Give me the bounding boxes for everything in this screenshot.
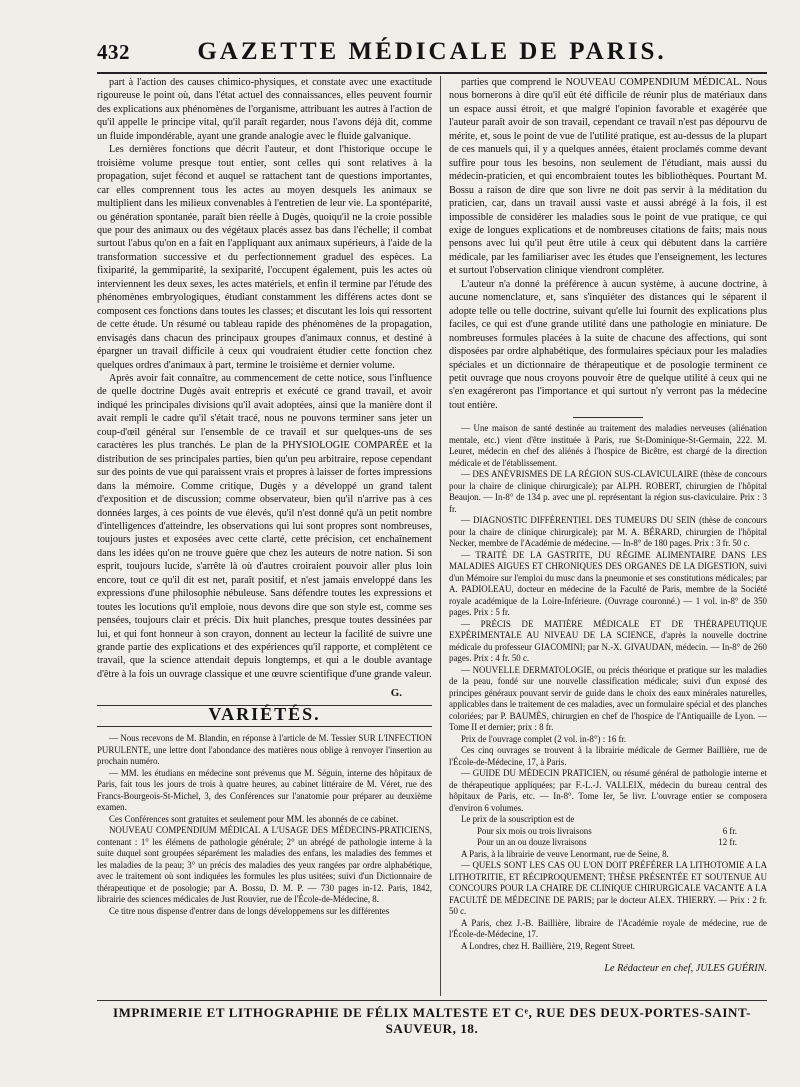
section-header-box bbox=[97, 705, 432, 727]
news-item: — MM. les étudians en médecine sont prévenus que M. Séguin, interne des hôpitaux de Paris, fait tous les jours de trois à quatre heures, au cabinet littéraire de M. Véret, rue des Francs-Bourgeois-St-Michel, 3, des Conférences sur l'anatomie pour préparer au deuxième examen. bbox=[97, 767, 432, 813]
separator-rule bbox=[573, 417, 643, 418]
news-item: NOUVEAU COMPENDIUM MÉDICAL A L'USAGE DES MÉDECINS-PRATICIENS, contenant : 1° les élémens de pathologie générale; 2° un abrégé de pathologie interne à la suite duquel sont groupées séparément les maladies des enfans, les maladies des femmes et les maladies de la peau; 3° un précis des maladies des yeux rangées par ordre alphabétique, avec le traitement où sont indiquées les formules les plus usitées; suivi d'un Dictionnaire de thérapeutique et de posologie; par A. Bossu, D. M. P. — 730 pages in-12. Paris, 1842, librairie des sciences médicales de Just Rouvier, rue de l'École-de-Médecine, 8. bbox=[97, 825, 432, 905]
announcement-item: Ces cinq ouvrages se trouvent à la librairie médicale de Germer Baillière, rue de l'École-de-Médecine, 17, à Paris. bbox=[449, 745, 767, 767]
news-item: Ces Conférences sont gratuites et seulement pour MM. les abonnés de ce cabinet. bbox=[109, 813, 399, 824]
price-label: Pour six mois ou trois livraisons bbox=[477, 825, 592, 836]
announcement-item: — DIAGNOSTIC DIFFÉRENTIEL DES TUMEURS DU SEIN (thèse de concours pour la chaire de clinique chirurgicale); par M. A. BÉRARD, chirurgien de l'hôpital Necker, membre de l'Académie de médecine. — In-8° de 180 pages. Prix : 3 fr. 50 c. bbox=[449, 515, 767, 549]
announcement-item: Le prix de la souscription est de bbox=[461, 814, 575, 825]
news-item: Ce titre nous dispense d'entrer dans de longs développemens sur les différentes bbox=[109, 905, 390, 916]
announcement-item: — GUIDE DU MÉDECIN PRATICIEN, ou résumé général de pathologie interne et de thérapeutique appliquées; par F.-L.-J. VALLEIX, médecin du bureau central des hôpitaux de Paris, etc. — In-8°. Tome Ier, 5e livr. L'ouvrage entier se composera d'environ 6 volumes. bbox=[449, 768, 767, 813]
printer-imprint: IMPRIMERIE ET LITHOGRAPHIE DE FÉLIX MALTESTE ET Cᵉ, RUE DES DEUX-PORTES-SAINT-SAUVEUR, 18. bbox=[112, 1005, 752, 1036]
footer-rule bbox=[97, 1000, 767, 1001]
page-header bbox=[97, 40, 767, 70]
article-signature: G. bbox=[390, 687, 402, 700]
article-paragraph: L'auteur n'a donné la préférence à aucun système, à aucune doctrine, à aucune nomenclature, et, sans s'inquiéter des distances qui le séparent il adopte telle ou telle doctrine, suivant qu'elle lui fournit des explications plus faciles, ce qui est d'une grande utilité dans une pathologie en miniature. De nombreuses formules placées à la suite de chacune des affections, qui sont disposées par ordre alphabétique, des formulaires spéciaux pour les maladies spéciales et un dictionnaire de thérapeutique et de posologie terminent ce petit ouvrage que nous croyons pouvoir être de quelque utilité à ceux qui ne s'en exagéreront pas l'importance et qui surtout n'y verront pas la médecine tout entière. bbox=[449, 278, 767, 411]
article-paragraph: parties que comprend le NOUVEAU COMPENDIUM MÉDICAL. Nous nous bornerons à dire qu'il eût été difficile de réunir plus de matériaux dans un espace aussi étroit, et que malgré l'opinion favorable et exagérée que l'auteur paraît avoir de son travail, cependant ce travail n'est pas dépourvu de mérite, et, sous le point de vue de l'utilité pratique, est au-dessus de la plupart de ces manuels qui, il y a quelques années, étaient proclamés comme devant suffire pour tous les besoins, non seulement de l'étudiant, mais aussi du médecin-praticien, et qui encombraient toutes les bibliothèques. Pourtant M. Bossu a raison de dire que son livre ne doit pas servir à la méditation du praticien, car, dans un travail aussi vaste et aussi abrégé à la fois, il est impossible de considérer les maladies sous le point de vue pratique, ce qui exige de longues explications et de nombreuses citations de faits; mais nous pensons avec lui qu'il peut être utile à ceux qui débutent dans la carrière médicale, par les familiariser avec les études que l'enseignement, les lectures et surtout l'observation clinique viendront compléter. bbox=[449, 77, 767, 277]
announcement-item: — PRÉCIS DE MATIÈRE MÉDICALE ET DE THÉRAPEUTIQUE EXPÉRIMENTALE AU NIVEAU DE LA SCIENCE, d'après la nouvelle doctrine médicale du professeur GIACOMINI; par N.-X. GIVAUDAN, médecin. — In-8° de 260 pages. Prix : 4 fr. 50 c. bbox=[449, 618, 767, 664]
price-row bbox=[449, 837, 767, 849]
announcement-item: — DES ANÉVRISMES DE LA RÉGION SUS-CLAVICULAIRE (thèse de concours pour la chaire de clinique chirurgicale); par ALPH. ROBERT, chirurgien de l'hôpital Beaujon. — In-8° de 134 p. avec une pl. représentant la région sus-claviculaire. Prix : 3 fr. bbox=[449, 469, 767, 514]
article-paragraph: part à l'action des causes chimico-physiques, et constate avec une exactitude rigoureuse le point où, dans l'état actuel des connaissances, elles peuvent fournir des explications aux phénomènes de l'organisme, attribuant les autres à l'action de qu'il appelle le principe vital, qu'il paraît regarder, nous l'avons déjà dit, comme un fluide impondérable, ayant une grande analogie avec le fluide galvanique. bbox=[97, 77, 432, 142]
announcement-item: — NOUVELLE DERMATOLOGIE, ou précis théorique et pratique sur les maladies de la peau, fondé sur une nouvelle classification médicale; suivi d'un exposé des principes généraux pouvant servir de guide dans le choix des eaux minérales naturelles, applicables dans le traitement de ces maladies, avec un formulaire spécial et des planches coloriées; par P. BAUMÈS, chirurgien en chef de l'hospice de l'Antiquaille de Lyon. — Tome II et dernier; prix : 8 fr. bbox=[449, 664, 767, 733]
news-item: — Nous recevons de M. Blandin, en réponse à l'article de M. Tessier SUR L'INFECTION PURULENTE, une lettre dont l'abondance des matières nous oblige à renvoyer l'insertion au prochain numéro. bbox=[97, 733, 432, 767]
announcement-item: A Paris, chez J.-B. Baillière, libraire de l'Académie royale de médecine, rue de l'École-de-Médecine, 17. bbox=[449, 917, 767, 940]
announcement-item: — Une maison de santé destinée au traitement des maladies nerveuses (aliénation mentale, etc.) vient d'être instituée à Paris, rue St-Dominique-St-Germain, 222. M. Leuret, médecin en chef des aliénés à l'hospice de Bicêtre, est chargé de la direction médicale et de l'établissement. bbox=[449, 423, 767, 468]
announcement-item: — QUELS SONT LES CAS OU L'ON DOIT PRÉFÉRER LA LITHOTOMIE A LA LITHOTRITIE, ET RÉCIPROQUEMENT; THÈSE PRÉSENTÉE ET SOUTENUE AU CONCOURS POUR LA CHAIRE DE CLINIQUE CHIRURGICALE VACANTE A LA FACULTÉ DE MÉDECINE DE PARIS; par le docteur ALEX. THIERRY. — Prix : 2 fr. 50 c. bbox=[449, 860, 767, 917]
announcement-item: A Paris, à la librairie de veuve Lenormant, rue de Seine, 8. bbox=[461, 848, 669, 859]
right-column bbox=[449, 76, 767, 996]
price-value: 12 fr. bbox=[718, 837, 737, 848]
price-row bbox=[449, 826, 767, 838]
price-label: Pour un an ou douze livraisons bbox=[477, 837, 587, 848]
header-rule bbox=[97, 72, 767, 74]
left-column bbox=[97, 76, 432, 996]
section-title: VARIÉTÉS. bbox=[208, 703, 321, 724]
column-divider bbox=[440, 76, 441, 996]
announcement-item: — TRAITÉ DE LA GASTRITE, DU RÉGIME ALIMENTAIRE DANS LES MALADIES AIGUES ET CHRONIQUES DES ORGANES DE LA DIGESTION, suivi d'un Mémoire sur l'emploi du musc dans la pneumonie et ses constitutions médicales; par A. PADIOLEAU, docteur en médecine de la Faculté de Paris, membre de la Société royale académique de la Loire-Inférieure. (Ouvrage couronné.) — 1 vol. in-8° de 350 pages. Prix : 5 fr. bbox=[449, 549, 767, 618]
editor-signature: Le Rédacteur en chef, JULES GUÉRIN. bbox=[604, 963, 767, 975]
price-value: 6 fr. bbox=[722, 825, 737, 836]
article-paragraph: Les dernières fonctions que décrit l'auteur, et dont l'historique occupe le troisième volume presque tout entier, sont celles qui sont relatives à la propagation, sujet fécond et auquel se rattachent tant de questions importantes, car elles comprennent tous les actes au moyen desquels les animaux se multiplient dans les milieux convenables à l'entretien de leur vie. La spontéparité, ou génération spontanée, paraît bien réelle à Dugès, quoiqu'il ne la croie possible que pour des animaux ou des végétaux placés assez bas dans l'échelle; il combat surtout l'abus qu'on en a fait en l'appliquant aux animaux supérieurs, à l'aide de la transformation successive et du perfectionnement graduel des espèces. La fixiparité, la gemmiparité, la sexiparité, l'occupent également, puis les actes où interviennent les deux sexes, les actes matériels, et enfin il termine par l'étude des phénomènes embryologiques, étudiant constamment les différens actes dont se composent ces fonctions dans toutes les classes; et discutant les lois qui ressortent de cette étude. Un résumé ou tableau rapide des phénomènes de la propagation, envisagés dans chacun des principaux groupes d'animaux connus, et destiné à épargner un travail difficile à ceux qui voudraient étudier cette fonction chez quelques ordres d'animaux à part, termine le troisième et dernier volume. bbox=[97, 144, 432, 371]
announcement-item: A Londres, chez H. Baillière, 219, Regent Street. bbox=[461, 940, 635, 951]
page-number: 432 bbox=[97, 40, 130, 64]
article-paragraph: Après avoir fait connaître, au commencement de cette notice, sous l'influence de quelle doctrine Dugès avait entrepris et exécuté ce grand travail, et avoir indiqué les principales divisions qu'il avait adoptées, ainsi que la manière dont il avait rempli le cadre qu'il s'était tracé, nous ne pouvons terminer sans jeter un coup-d'œil général sur l'ensemble de ce travail et sur quelques-uns de ses caractères les plus tranchés. Le plan de la PHYSIOLOGIE COMPARÉE et la distribution de ses principales parties, bien qu'un peu arbitraire, repose cependant sur des points de vue qui paraissent vrais et propres à laisser de fortes impressions dans la mémoire. Comme critique, Dugès y a développé un grand talent d'exposition et de discussion; comme observateur, bien qu'il n'arrive pas à ces données larges, à ces points de vue élevés, qu'il n'est donné qu'à un petit nombre d'intelligences d'atteindre, les observations qui lui sont propres sont nombreuses, toujours justes et exposées avec cette clarté, cette précision, cet enchaînement dans les idées qu'on ne trouve guère que chez les auteurs de notre nation. Si son esprit, toujours lucide, s'arrête là où d'autres croiraient pouvoir aller plus loin encore, tout ce qu'il dit est net, paraît positif, et n'est jamais enveloppé dans les expressions d'une philosophie nébuleuse. Sans défendre toutes les expressions et toutes les locutions qu'il emploie, nous devons dire que son style est, comme ses pensées, toujours clair et précis. Dix huit planches, presque toutes dessinées par lui, et qui font honneur à son crayon, donnent au lecteur la facilité de suivre une grande partie des explications et des expériences qu'il rapporte, et complètent ce travail, que la science attendait depuis longtemps, et qui a le double avantage d'être à la fois un ouvrage classique et une œuvre scientifique d'une grande valeur. bbox=[97, 372, 432, 680]
announcement-item: Prix de l'ouvrage complet (2 vol. in-8°) : 16 fr. bbox=[461, 733, 627, 744]
masthead-title: GAZETTE MÉDICALE DE PARIS. bbox=[197, 38, 667, 65]
